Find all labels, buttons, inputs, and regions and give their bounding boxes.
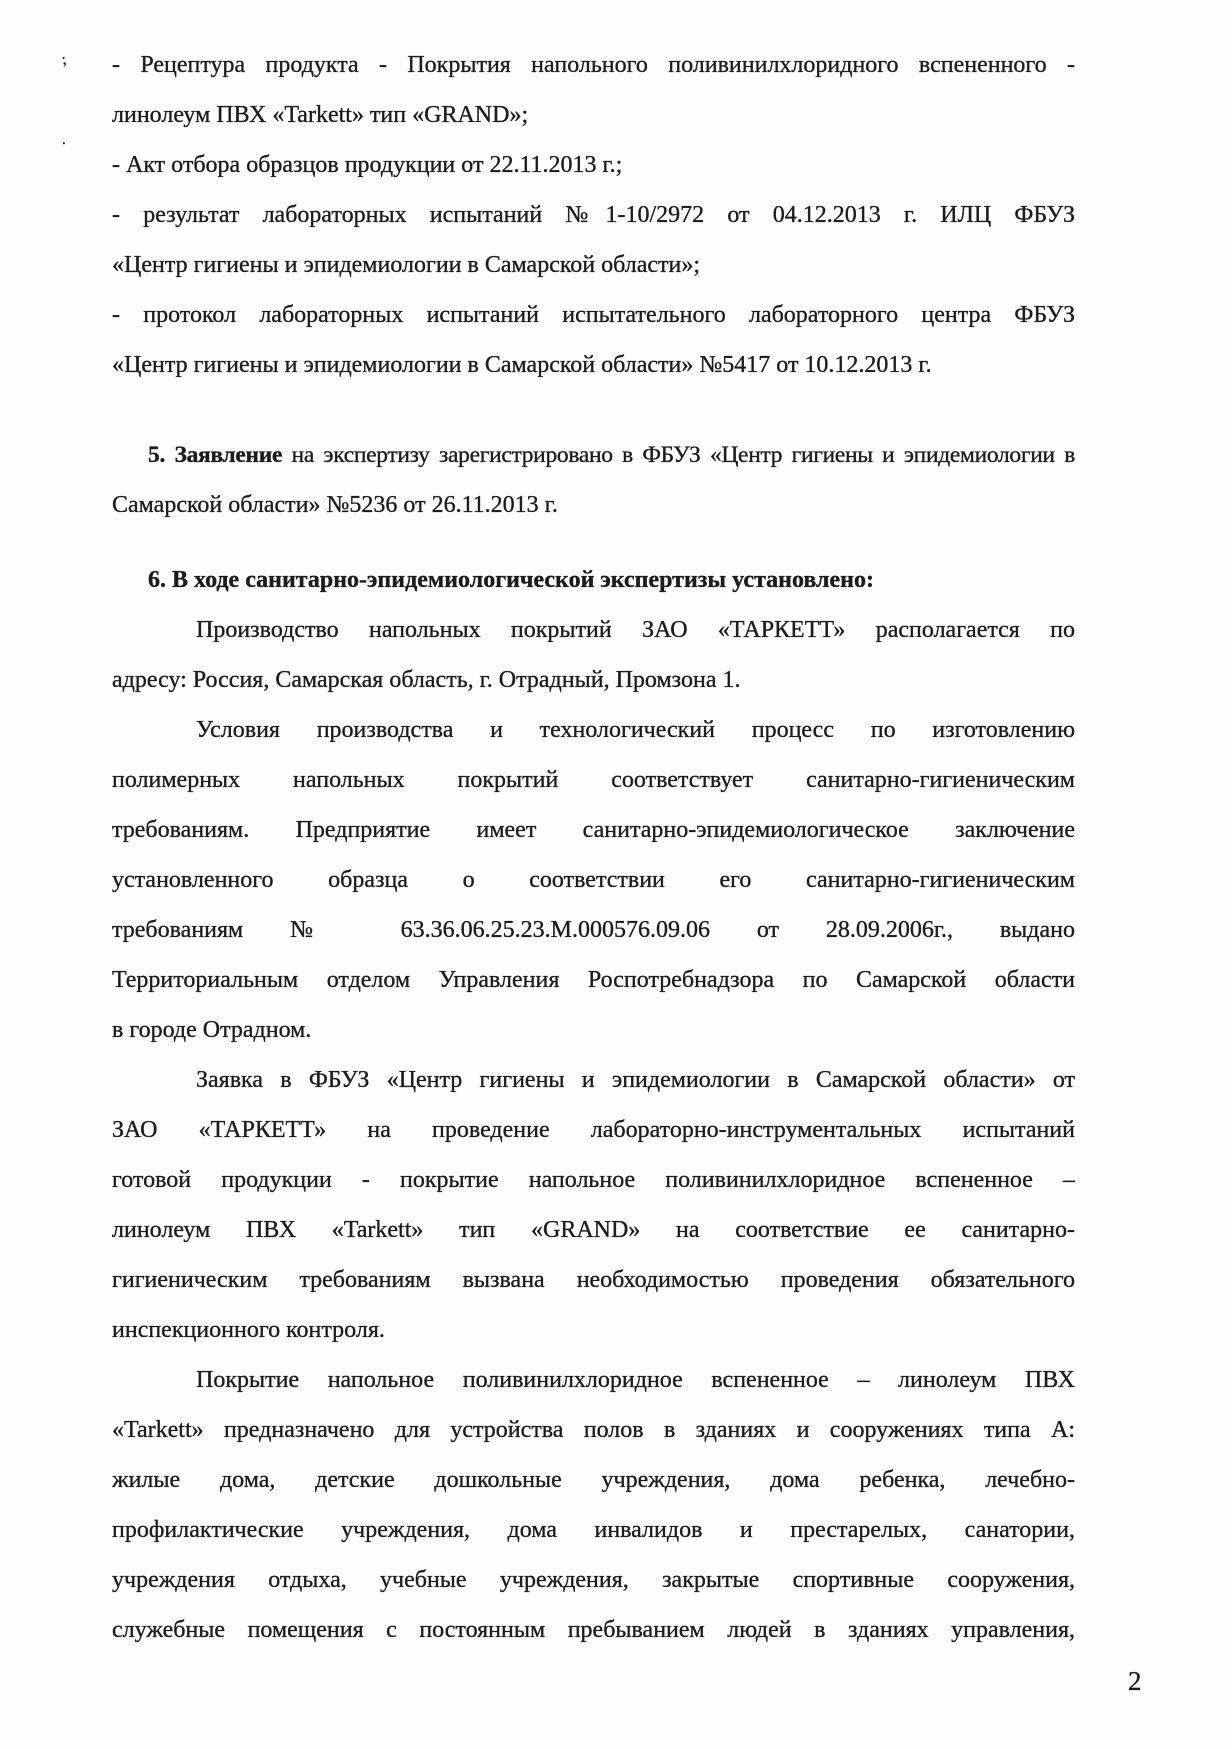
text-line [112, 755, 1075, 805]
text-run: «Центр гигиены и эпидемиологии в Самарской области»; [112, 252, 701, 278]
text-run: Заявка в ФБУЗ «Центр гигиены и эпидемиологии в Самарской области» от [196, 1067, 1075, 1093]
text-line [112, 1005, 1075, 1055]
text-run: линолеум ПВХ «Tarkett» тип «GRAND» на соответствие ее санитарно- [112, 1217, 1075, 1243]
text-run: линолеум ПВХ «Tarkett» тип «GRAND»; [112, 102, 529, 128]
text-run: Территориальным отделом Управления Роспотребнадзора по Самарской области [112, 967, 1075, 993]
text-run: - Рецептура продукта - Покрытия напольного поливинилхлоридного вспененного - [112, 52, 1075, 78]
paragraph-block [112, 430, 1075, 530]
paragraph-block [112, 40, 1075, 390]
text-line [112, 855, 1075, 905]
text-line [112, 905, 1075, 955]
text-run: требованиям № 63.36.06.25.23.М.000576.09.06 от 28.09.2006г., выдано [112, 917, 1075, 943]
text-run: полимерных напольных покрытий соответствует санитарно-гигиеническим [112, 767, 1075, 793]
text-line [112, 1405, 1075, 1455]
scan-artifact: . [62, 132, 66, 148]
text-line [112, 190, 1075, 240]
text-run: Самарской области» №5236 от 26.11.2013 г. [112, 492, 558, 518]
text-line [112, 805, 1075, 855]
text-line [112, 290, 1075, 340]
text-line [112, 1105, 1075, 1155]
text-run: жилые дома, детские дошкольные учреждения, дома ребенка, лечебно- [112, 1467, 1075, 1493]
text-run: в городе Отрадном. [112, 1017, 312, 1043]
text-run: гигиеническим требованиям вызвана необходимостью проведения обязательного [112, 1267, 1075, 1293]
text-run: профилактические учреждения, дома инвалидов и престарелых, санатории, [112, 1517, 1075, 1543]
text-line [112, 1355, 1075, 1405]
text-line [112, 1305, 1075, 1355]
text-run: «Центр гигиены и эпидемиологии в Самарской области» №5417 от 10.12.2013 г. [112, 352, 932, 378]
text-run: служебные помещения с постоянным пребыванием людей в зданиях управления, [112, 1617, 1075, 1643]
text-line [112, 1255, 1075, 1305]
text-line [112, 705, 1075, 755]
text-line [112, 1605, 1075, 1655]
text-line [112, 1505, 1075, 1555]
text-run: инспекционного контроля. [112, 1317, 385, 1343]
text-run: - протокол лабораторных испытаний испытательного лабораторного центра ФБУЗ [112, 302, 1075, 328]
text-line [112, 1455, 1075, 1505]
text-line [112, 340, 1075, 390]
text-line [112, 1155, 1075, 1205]
text-run: «Tarkett» предназначено для устройства полов в зданиях и сооружениях типа А: [112, 1417, 1075, 1443]
text-run: - результат лабораторных испытаний №1-10/2972 от 04.12.2013 г. ИЛЦ ФБУЗ [112, 202, 1075, 228]
text-run: Производство напольных покрытий ЗАО «ТАРКЕТТ» располагается по [196, 617, 1075, 643]
text-line [112, 430, 1075, 480]
text-line [112, 555, 1075, 605]
text-run: Покрытие напольное поливинилхлоридное вспененное – линолеум ПВХ [196, 1367, 1075, 1393]
paragraph-block [112, 605, 1075, 1655]
text-line [112, 140, 1075, 190]
text-line [112, 240, 1075, 290]
text-run: - Акт отбора образцов продукции от 22.11.2013 г.; [112, 152, 623, 178]
text-line [112, 1555, 1075, 1605]
bold-text-run: 5. Заявление [148, 442, 283, 468]
document-text [112, 40, 1075, 1655]
text-run: готовой продукции - покрытие напольное поливинилхлоридное вспененное – [112, 1167, 1075, 1193]
text-run: требованиям. Предприятие имеет санитарно-эпидемиологическое заключение [112, 817, 1075, 843]
text-run: учреждения отдыха, учебные учреждения, закрытые спортивные сооружения, [112, 1567, 1075, 1593]
page-number: 2 [1128, 1666, 1142, 1696]
text-run: установленного образца о соответствии его санитарно-гигиеническим [112, 867, 1075, 893]
scan-artifact: ; [60, 51, 68, 69]
text-line [112, 40, 1075, 90]
text-line [112, 655, 1075, 705]
text-line [112, 955, 1075, 1005]
text-run: Условия производства и технологический процесс по изготовлению [196, 717, 1075, 743]
text-line [112, 1205, 1075, 1255]
bold-text-run: 6. В ходе санитарно-эпидемиологической экспертизы установлено: [148, 567, 874, 593]
text-line [112, 605, 1075, 655]
text-run: на экспертизу зарегистрировано в ФБУЗ «Центр гигиены и эпидемиологии в [282, 442, 1075, 468]
text-line [112, 1055, 1075, 1105]
text-line [112, 90, 1075, 140]
paragraph-block [112, 555, 1075, 605]
text-line [112, 480, 1075, 530]
text-run: адресу: Россия, Самарская область, г. Отрадный, Промзона 1. [112, 667, 741, 693]
text-run: ЗАО «ТАРКЕТТ» на проведение лабораторно-инструментальных испытаний [112, 1117, 1075, 1143]
